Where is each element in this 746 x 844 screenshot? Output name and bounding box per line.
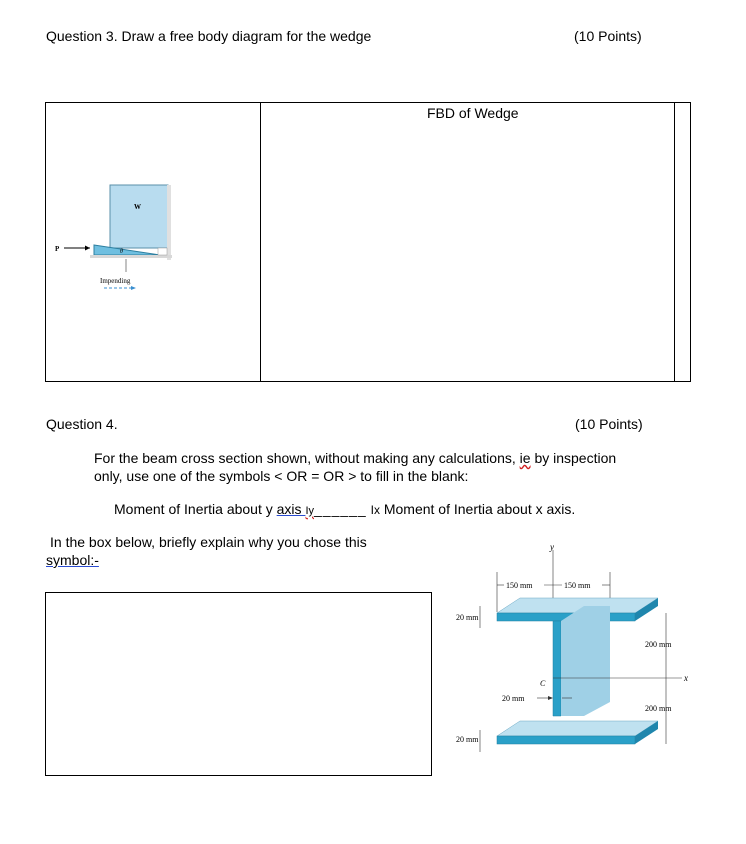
moment-text-a: Moment of Inertia about y — [114, 501, 277, 517]
para-line-2: only, use one of the symbols < OR = OR > to fill in the blank: — [94, 468, 469, 484]
moment-blank[interactable]: ______ — [314, 501, 367, 517]
question-4-paragraph — [94, 449, 616, 485]
moment-statement — [114, 501, 575, 517]
dim-20-bottom: 20 mm — [456, 735, 479, 744]
dim-150-right: 150 mm — [564, 581, 591, 590]
theta-label: θ — [120, 249, 123, 255]
question-4-title: Question 4. — [46, 416, 118, 432]
para-ie: ie — [519, 450, 531, 466]
fbd-label: FBD of Wedge — [427, 105, 519, 121]
moment-axis: axis — [276, 501, 306, 517]
question-4-points: (10 Points) — [575, 416, 643, 432]
explain-line-2: symbol:- — [46, 552, 99, 568]
wedge-corner-white — [158, 248, 167, 255]
floor — [90, 255, 172, 258]
x-axis-label: x — [684, 673, 688, 683]
dim-20-top: 20 mm — [456, 613, 479, 622]
fbd-divider-1 — [260, 102, 261, 382]
block — [110, 185, 168, 248]
dim-150-left: 150 mm — [506, 581, 533, 590]
wall — [167, 185, 171, 260]
beam-figure — [440, 540, 700, 760]
para-text-a: For the beam cross section shown, without making any calculations, — [94, 450, 520, 466]
dim-20-web: 20 mm — [502, 694, 525, 703]
y-axis-label: y — [550, 542, 554, 552]
dim-200-bottom: 200 mm — [645, 704, 672, 713]
impending-label: Impending — [100, 277, 131, 285]
fbd-divider-2 — [674, 102, 675, 382]
centroid-label: C — [540, 679, 546, 688]
question-3-points: (10 Points) — [574, 28, 642, 44]
moment-ix: Ix — [370, 503, 380, 517]
explain-prompt — [46, 533, 367, 569]
moment-iy: Iy — [305, 505, 314, 517]
answer-box[interactable] — [45, 592, 432, 776]
p-label: P — [55, 245, 60, 253]
wedge-figure — [50, 180, 175, 295]
dim-200-top: 200 mm — [645, 640, 672, 649]
w-label: W — [134, 203, 141, 211]
moment-text-b: Moment of Inertia about x axis. — [379, 501, 576, 517]
para-text-b: by inspection — [530, 450, 617, 466]
question-3-title: Question 3. Draw a free body diagram for the wedge — [46, 28, 372, 44]
explain-line-1: In the box below, briefly explain why you chose this — [50, 534, 367, 550]
